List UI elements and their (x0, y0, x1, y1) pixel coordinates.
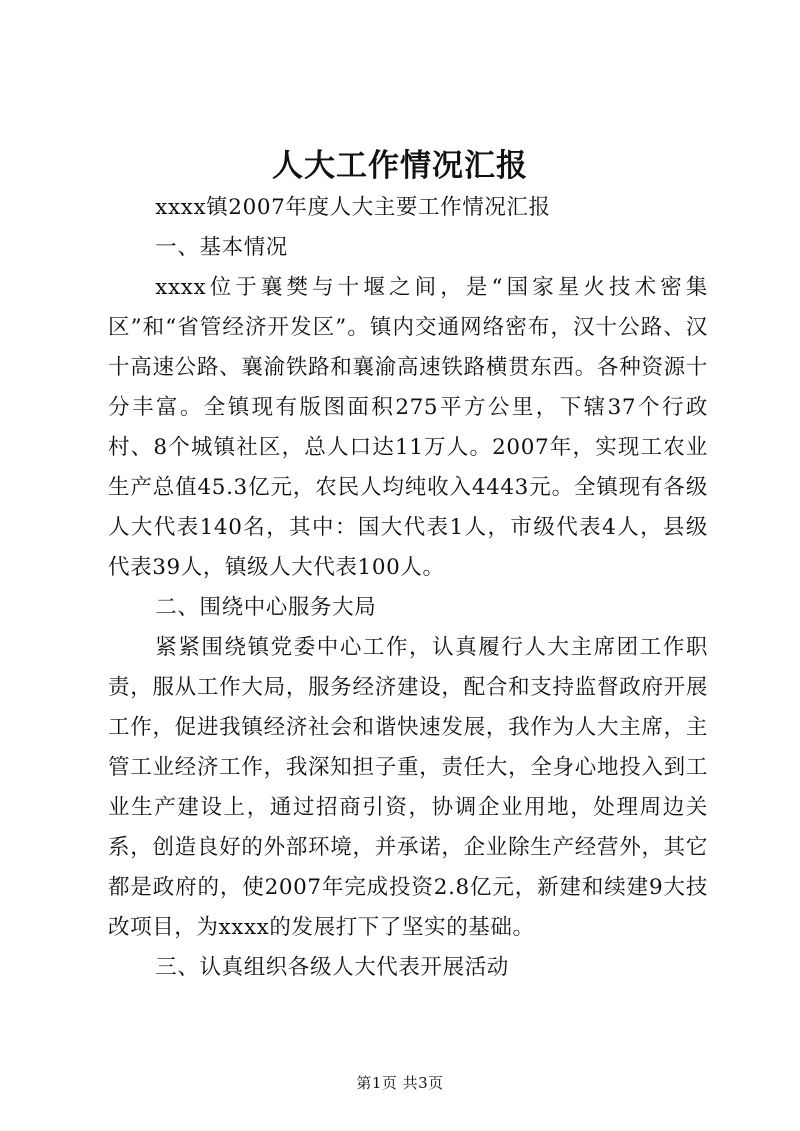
report-subtitle-paragraph: xxxx镇2007年度人大主要工作情况汇报 (155, 195, 551, 220)
section-heading-basic-situation: 一、基本情况 (155, 235, 288, 260)
basic-situation-paragraph: xxxx位于襄樊与十堰之间，是“国家星火技术密集区”和“省管经济开发区”。镇内交通网络密布，汉十公路、汉十高速公路、襄渝铁路和襄渝高速铁路横贯东西。各种资源十分丰富。全镇现有版图面积275平方公里，下辖37个行政村、8个城镇社区，总人口达11万人。2007年，实现工农业生产总值45.3亿元，农民人均纯收入4443元。全镇现有各级人大代表140名，其中：国大代表1人，市级代表4人，县级代表39人，镇级人大代表100人。 (108, 275, 708, 580)
serve-center-paragraph: 紧紧围绕镇党委中心工作，认真履行人大主席团工作职责，服从工作大局，服务经济建设，配合和支持监督政府开展工作，促进我镇经济社会和谐快速发展，我作为人大主席，主管工业经济工作，我深知担子重，责任大，全身心地投入到工业生产建设上，通过招商引资，协调企业用地，处理周边关系，创造良好的外部环境，并承诺，企业除生产经营外，其它都是政府的，使2007年完成投资2.8亿元，新建和续建9大技改项目，为xxxx的发展打下了坚实的基础。 (108, 635, 708, 940)
section-heading-serve-center: 二、围绕中心服务大局 (155, 595, 377, 620)
document-title: 人大工作情况汇报 (272, 148, 528, 184)
page-footer: 第1页 共3页 (356, 1074, 444, 1092)
section-heading-organize-deputies: 三、认真组织各级人大代表开展活动 (155, 955, 509, 980)
document-body (108, 188, 708, 988)
